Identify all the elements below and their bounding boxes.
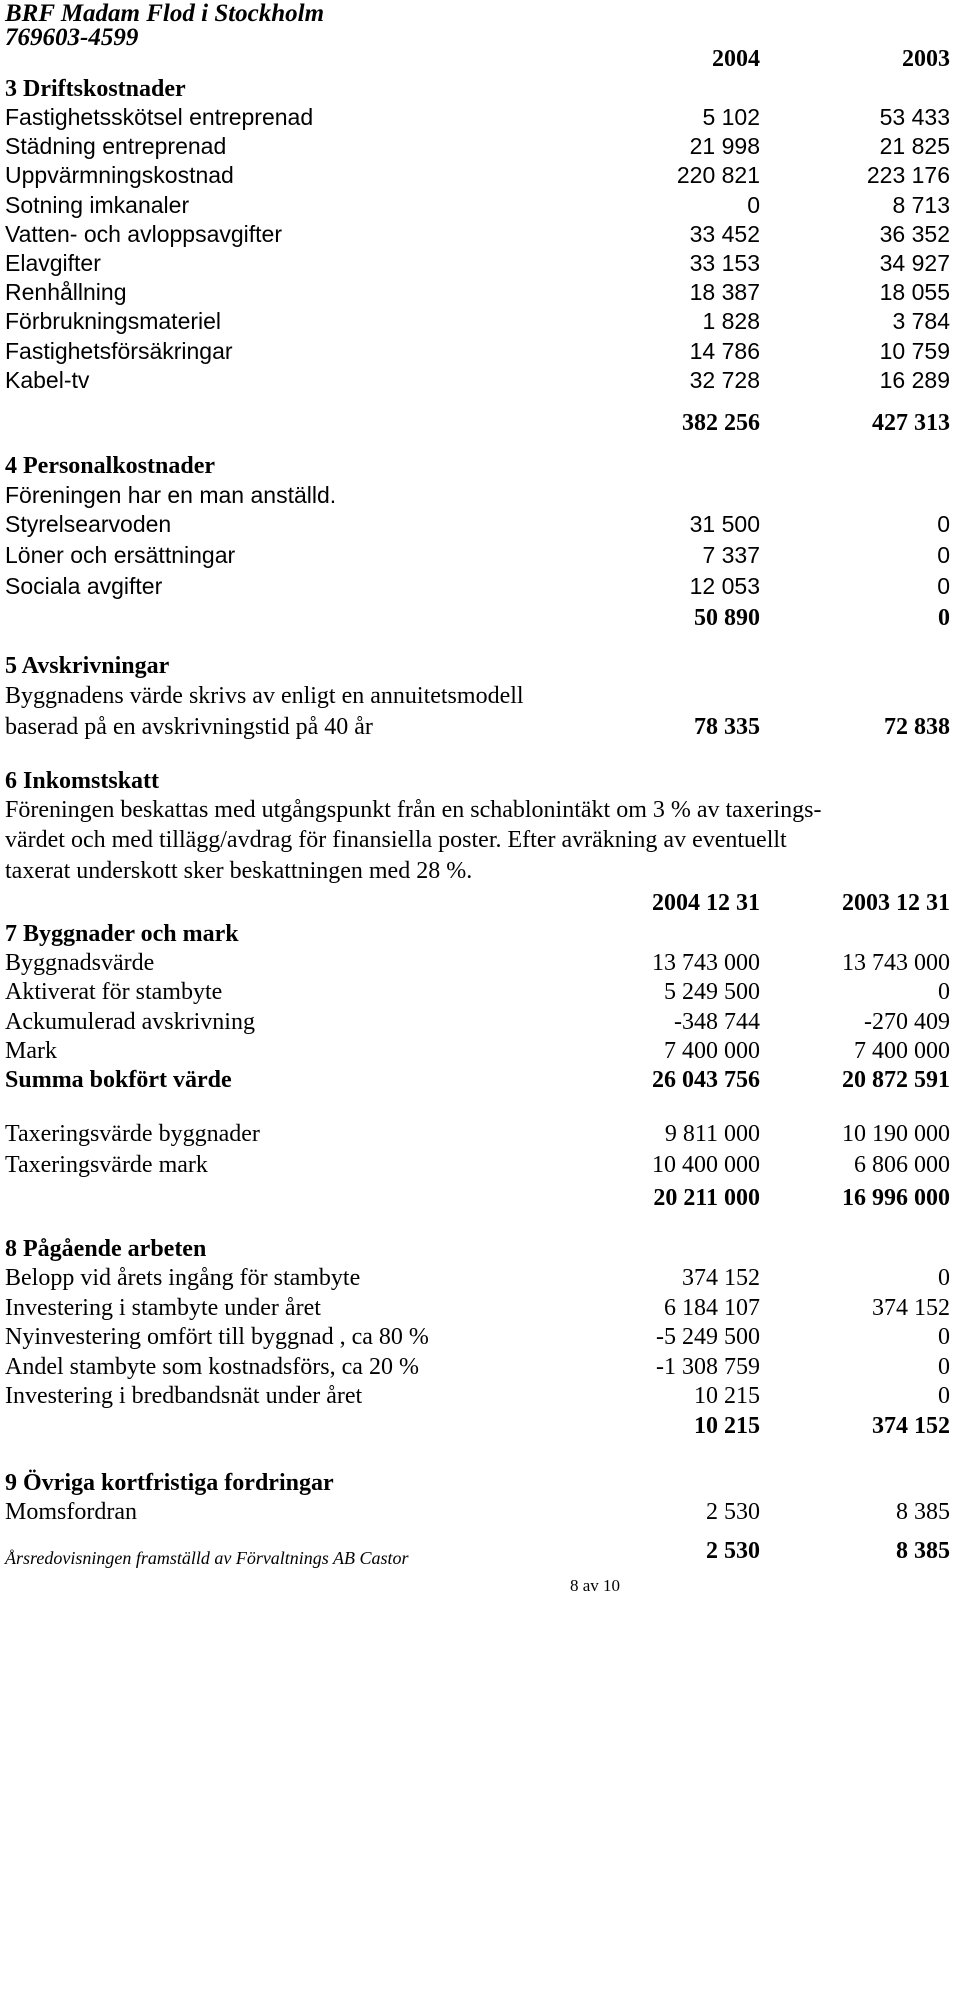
note3-total: 382 256 427 313: [682, 410, 950, 436]
note7-title: 7 Byggnader och mark: [5, 921, 239, 947]
note7-summa: Summa bokfört värde 26 043 756 20 872 591: [5, 1067, 950, 1093]
note6-line2: värdet och med tillägg/avdrag för finansiella poster. Efter avräkning av eventuellt: [5, 827, 787, 853]
date-header: 2004 12 31 2003 12 31: [652, 890, 950, 916]
table-row: Momsfordran 2 530 8 385: [5, 1499, 950, 1525]
page-number: 8 av 10: [570, 1576, 621, 1595]
note4-total: 50 890 0: [694, 605, 950, 631]
note6-line3: taxerat underskott sker beskattningen med 28 %.: [5, 858, 473, 884]
table-row: Sotning imkanaler 0 8 713: [5, 191, 950, 218]
note5-line1: Byggnadens värde skrivs av enligt en annuitetsmodell: [5, 683, 524, 709]
year-header: [5, 46, 950, 80]
table-row: Förbrukningsmateriel 1 828 3 784: [5, 308, 950, 335]
note5-title: 5 Avskrivningar: [5, 653, 170, 679]
org-number: 769603-4599: [5, 24, 139, 51]
table-row: Taxeringsvärde mark 10 400 000 6 806 000: [5, 1152, 950, 1178]
table-row: Renhållning 18 387 18 055: [5, 279, 950, 306]
table-row: Styrelsearvoden 31 500 0: [5, 511, 950, 537]
note8-total: 10 215 374 152: [694, 1413, 950, 1439]
table-row: Taxeringsvärde byggnader 9 811 000 10 190 000: [5, 1121, 950, 1147]
table-row: Belopp vid årets ingång för stambyte 374 152 0: [5, 1265, 950, 1291]
note5-row: baserad på en avskrivningstid på 40 år 78 335 72 838: [5, 714, 950, 740]
table-row: Elavgifter 33 153 34 927: [5, 250, 950, 276]
footer-text: Årsredovisningen framställd av Förvaltnings AB Castor: [5, 1548, 409, 1568]
table-row: Investering i bredbandsnät under året 10 215 0: [5, 1383, 950, 1409]
table-row: Löner och ersättningar 7 337 0: [5, 542, 950, 568]
note4-title: 4 Personalkostnader: [5, 453, 215, 479]
note8-title: 8 Pågående arbeten: [5, 1236, 207, 1262]
org-name: BRF Madam Flod i Stockholm: [5, 0, 325, 27]
table-row: Sociala avgifter 12 053 0: [5, 573, 950, 599]
table-row: Byggnadsvärde 13 743 000 13 743 000: [5, 950, 950, 976]
table-row: Aktiverat för stambyte 5 249 500 0: [5, 979, 950, 1006]
table-row: Andel stambyte som kostnadsförs, ca 20 % -1 308 759 0: [5, 1353, 950, 1380]
note4-intro: Föreningen har en man anställd.: [5, 482, 337, 508]
table-row: Mark 7 400 000 7 400 000: [5, 1038, 950, 1065]
table-row: Fastighetsskötsel entreprenad 5 102 53 433: [5, 104, 950, 130]
table-row: Kabel-tv 32 728 16 289: [5, 366, 950, 393]
year-2004: 2004: [712, 46, 760, 72]
table-row: Ackumulerad avskrivning -348 744 -270 409: [5, 1008, 950, 1035]
table-row: Vatten- och avloppsavgifter 33 452 36 352: [5, 220, 950, 247]
note9-total: 2 530 8 385: [706, 1538, 950, 1564]
note6-title: 6 Inkomstskatt: [5, 768, 160, 794]
note6-line1: Föreningen beskattas med utgångspunkt från en schablonintäkt om 3 % av taxerings-: [5, 797, 822, 823]
table-row: Uppvärmningskostnad 220 821 223 176: [5, 162, 950, 189]
note3-title: 3 Driftskostnader: [5, 76, 186, 102]
note7-tax-total: 20 211 000 16 996 000: [653, 1185, 950, 1211]
year-2003: 2003: [902, 46, 950, 72]
table-row: Fastighetsförsäkringar 14 786 10 759: [5, 337, 950, 364]
note9-title: 9 Övriga kortfristiga fordringar: [5, 1470, 334, 1496]
table-row: Nyinvestering omfört till byggnad , ca 80 % -5 249 500 0: [5, 1324, 950, 1350]
table-row: Investering i stambyte under året 6 184 107 374 152: [5, 1294, 950, 1321]
table-row: Städning entreprenad 21 998 21 825: [5, 133, 950, 160]
